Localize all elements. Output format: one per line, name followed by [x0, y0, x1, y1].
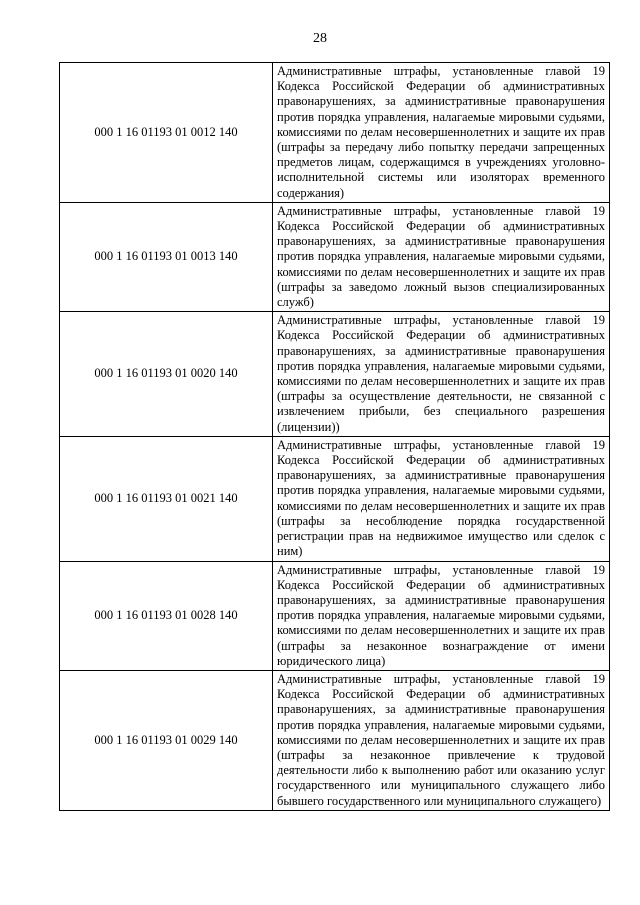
description-cell: Административные штрафы, установленные главой 19 Кодекса Российской Федерации об административных правонарушениях, за административные правонарушения против порядка управления, налагаемые мировыми судьями, комиссиями по делам несовершеннолетних и защите их прав (штрафы за осуществление деятельности, не связанной с извлечением прибыли, без специального разрешения (лицензии))	[273, 312, 610, 437]
budget-code-cell: 000 1 16 01193 01 0028 140	[60, 561, 273, 670]
table-row	[60, 63, 610, 203]
table-row	[60, 312, 610, 437]
table-row	[60, 561, 610, 670]
budget-code-cell: 000 1 16 01193 01 0029 140	[60, 670, 273, 810]
table-row	[60, 436, 610, 561]
description-cell: Административные штрафы, установленные главой 19 Кодекса Российской Федерации об административных правонарушениях, за административные правонарушения против порядка управления, налагаемые мировыми судьями, комиссиями по делам несовершеннолетних и защите их прав (штрафы за незаконное вознаграждение от имени юридического лица)	[273, 561, 610, 670]
table-row	[60, 670, 610, 810]
budget-code-cell: 000 1 16 01193 01 0020 140	[60, 312, 273, 437]
budget-code-cell: 000 1 16 01193 01 0021 140	[60, 436, 273, 561]
page-number: 28	[313, 31, 327, 46]
description-cell: Административные штрафы, установленные главой 19 Кодекса Российской Федерации об административных правонарушениях, за административные правонарушения против порядка управления, налагаемые мировыми судьями, комиссиями по делам несовершеннолетних и защите их прав (штрафы за передачу либо попытку передачи запрещенных предметов лицам, содержащимся в учреждениях уголовно-исполнительной системы или изоляторах временного содержания)	[273, 63, 610, 203]
budget-code-cell: 000 1 16 01193 01 0012 140	[60, 63, 273, 203]
budget-code-cell: 000 1 16 01193 01 0013 140	[60, 202, 273, 311]
description-cell: Административные штрафы, установленные главой 19 Кодекса Российской Федерации об административных правонарушениях, за административные правонарушения против порядка управления, налагаемые мировыми судьями, комиссиями по делам несовершеннолетних и защите их прав (штрафы за незаконное привлечение к трудовой деятельности либо к выполнению работ или оказанию услуг государственного или муниципального служащего либо бывшего государственного или муниципального служащего)	[273, 670, 610, 810]
table-row	[60, 202, 610, 311]
budget-codes-table	[59, 62, 610, 811]
description-cell: Административные штрафы, установленные главой 19 Кодекса Российской Федерации об административных правонарушениях, за административные правонарушения против порядка управления, налагаемые мировыми судьями, комиссиями по делам несовершеннолетних и защите их прав (штрафы за заведомо ложный вызов специализированных служб)	[273, 202, 610, 311]
description-cell: Административные штрафы, установленные главой 19 Кодекса Российской Федерации об административных правонарушениях, за административные правонарушения против порядка управления, налагаемые мировыми судьями, комиссиями по делам несовершеннолетних и защите их прав (штрафы за несоблюдение порядка государственной регистрации прав на недвижимое имущество или сделок с ним)	[273, 436, 610, 561]
